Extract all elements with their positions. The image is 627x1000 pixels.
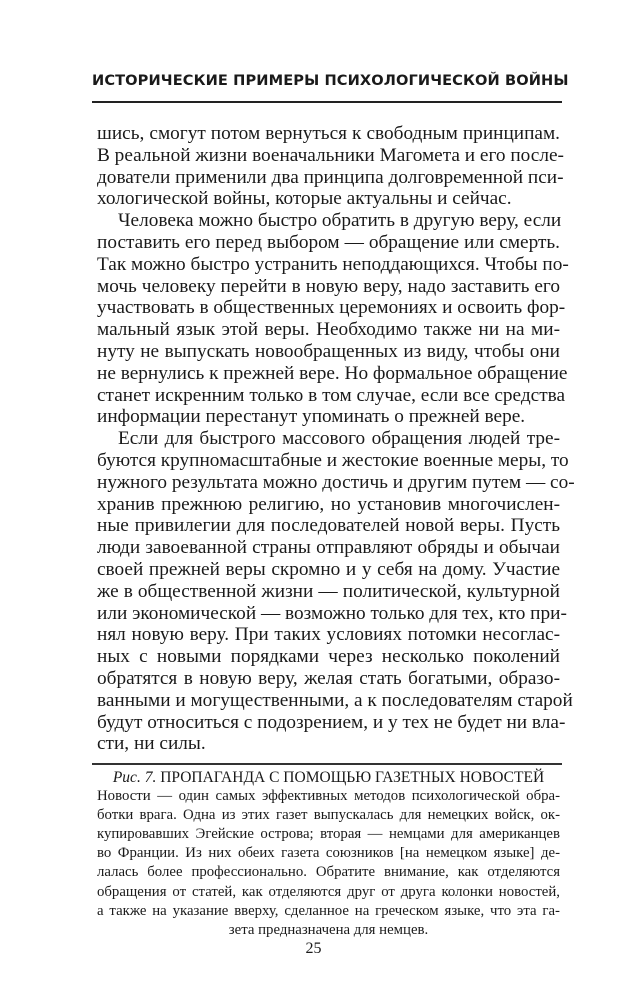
- text-line: сти, ни силы.: [97, 733, 206, 755]
- text-line: Человека можно быстро обратить в другую веру, если: [118, 210, 562, 232]
- caption-line: а также на указание вверху, сделанное на греческом языке, что эта га-: [97, 902, 560, 919]
- text-line: участвовать в общественных церемониях и освоить фор-: [97, 297, 566, 319]
- text-line: станет искренним только в том случае, если все средства: [97, 384, 566, 406]
- text-line: люди завоеванной страны отправляют обряды и обычаи: [97, 537, 560, 559]
- caption-label: Рис. 7.: [112, 769, 157, 786]
- text-line: Так можно быстро устранить неподдающихся. Чтобы по-: [97, 253, 569, 275]
- text-line: дователи применили два принципа долговременной пси-: [97, 166, 564, 188]
- caption-line: Новости — один самых эффективных методов психологической обра-: [97, 788, 560, 805]
- caption-line: во Франции. Из них обеих газета союзников [на немецком языке] де-: [97, 845, 560, 862]
- caption-line: зета предназначена для немцев.: [228, 921, 429, 938]
- text-line: шись, смогут потом вернуться к свободным принципам.: [97, 123, 560, 144]
- text-line: ных с новыми порядками через несколько поколений: [97, 646, 560, 668]
- caption-line: ботки врага. Одна из этих газет выпускалась для немецких войск, ок-: [97, 807, 560, 824]
- text-line: не вернулись к прежней вере. Но формальное обращение: [97, 362, 568, 384]
- text-line: нуту не выпускать новообращенных из виду, чтобы они: [97, 340, 560, 362]
- text-line: ные привилегии для последователей новой веры. Пусть: [97, 515, 560, 537]
- caption-line: купировавших Эгейские острова; вторая — немцами для американцев: [97, 826, 560, 843]
- text-line: нужного результата можно достичь и другим путем — со-: [97, 471, 575, 493]
- text-line: нял новую веру. При таких условиях потомки несоглас-: [97, 624, 560, 646]
- text-line: или экономической — возможно только для тех, кто при-: [97, 602, 567, 624]
- caption-line: лалась более профессионально. Обратите внимание, как отделяются: [97, 864, 560, 881]
- text-line: поставить его перед выбором — обращение или смерть.: [97, 231, 560, 253]
- caption-rule: [92, 763, 562, 765]
- text-line: буются крупномасштабные и жестокие военные меры, то: [97, 449, 569, 471]
- text-line: же в общественной жизни — политической, культурной: [97, 580, 560, 602]
- figure-caption: [97, 768, 560, 940]
- text-line: В реальной жизни военачальники Магомета и его после-: [97, 144, 564, 166]
- text-line: хологической войны, которые актуальны и сейчас.: [97, 188, 512, 210]
- page-number: 25: [305, 940, 322, 957]
- header-rule: [92, 101, 562, 103]
- caption-line: обращения от статей, как отделяются друг от друга колонки новостей,: [97, 883, 560, 900]
- text-line: мочь человеку перейти в новую веру, надо заставить его: [97, 275, 560, 297]
- running-header: ИСТОРИЧЕСКИЕ ПРИМЕРЫ ПСИХОЛОГИЧЕСКОЙ ВОЙНЫ: [92, 72, 569, 89]
- text-line: обратятся в новую веру, желая стать богатыми, образо-: [97, 667, 560, 689]
- text-line: информации перестанут упоминать о прежней вере.: [97, 406, 526, 428]
- text-line: ванными и могущественными, а к последователям старой: [97, 689, 573, 711]
- caption-title: ПРОПАГАНДА С ПОМОЩЬЮ ГАЗЕТНЫХ НОВОСТЕЙ: [160, 769, 545, 786]
- text-line: мальный язык этой веры. Необходимо также ни на ми-: [97, 319, 560, 341]
- text-line: будут относиться с подозрением, и у тех не будет ни вла-: [97, 711, 566, 733]
- body-text: [97, 123, 575, 755]
- text-line: своей прежней веры скромно и у себя на дому. Участие: [97, 558, 560, 580]
- text-line: Если для быстрого массового обращения людей тре-: [118, 428, 560, 450]
- text-line: хранив прежнюю религию, но установив многочислен-: [97, 493, 560, 515]
- caption-title-line: [97, 768, 560, 787]
